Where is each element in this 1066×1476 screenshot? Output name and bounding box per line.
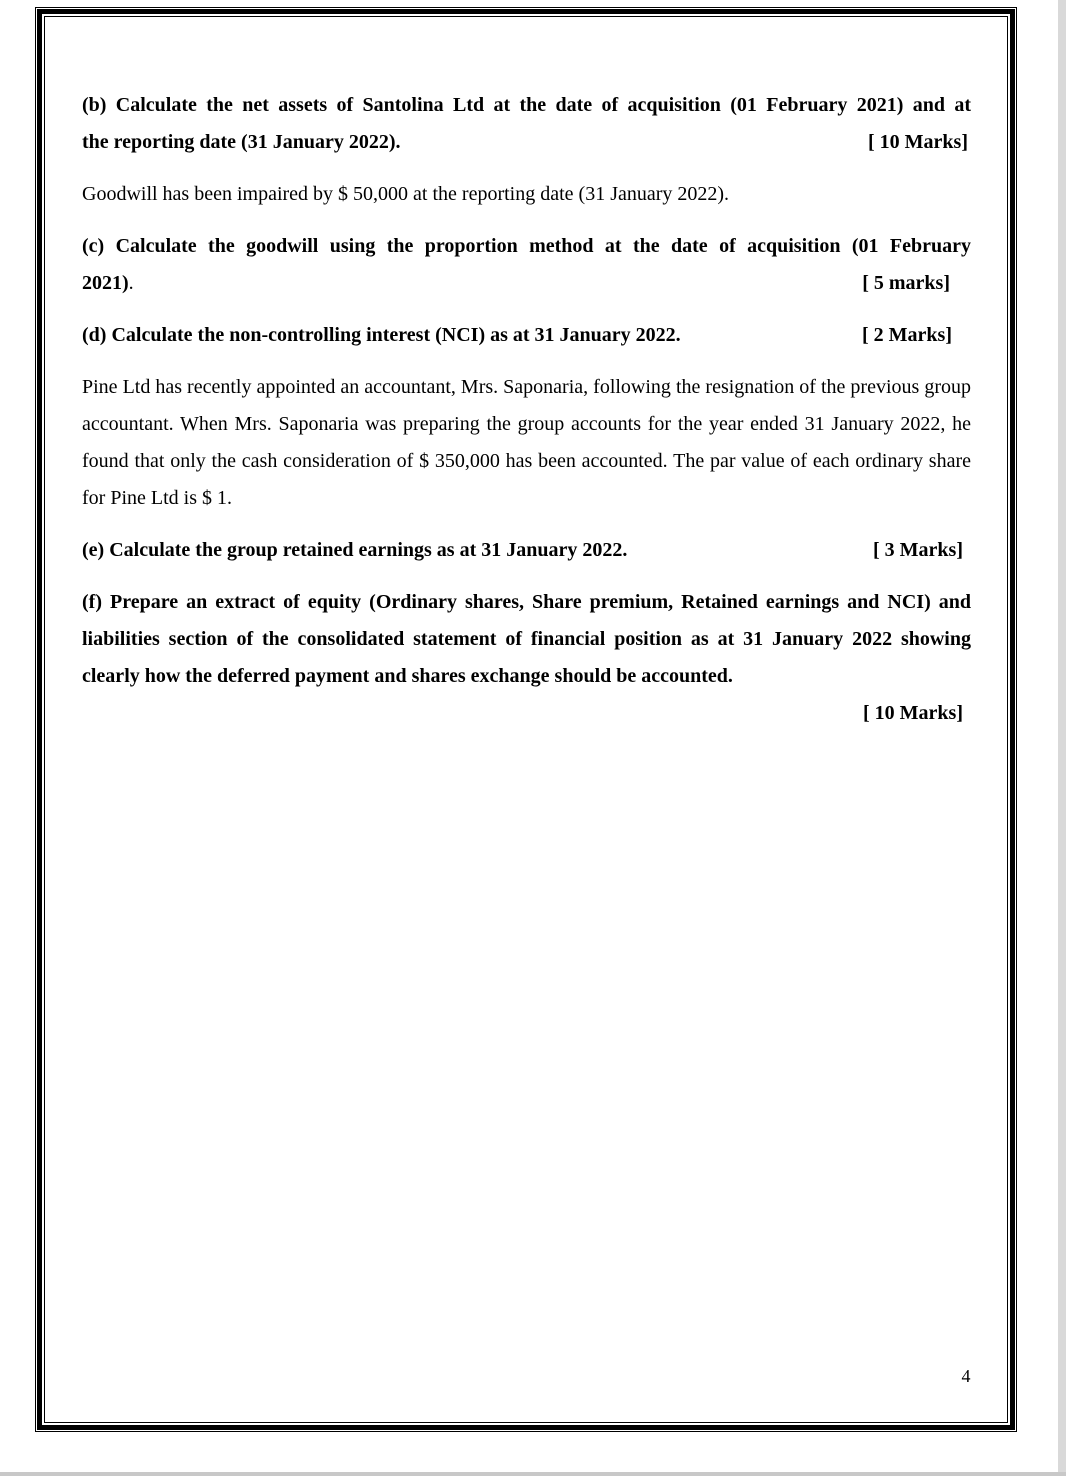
question-b-line2: the reporting date (31 January 2022).	[82, 131, 401, 153]
pine-ltd-paragraph: Pine Ltd has recently appointed an accountant, Mrs. Saponaria, following the resignation of the previous group accountant. When Mrs. Saponaria was preparing the group accounts for the year ended 31 January 2022, he found that only the cash consideration of $ 350,000 has been accounted. The par value of each ordinary share for Pine Ltd is $ 1.	[82, 376, 971, 509]
question-c-line1: (c) Calculate the goodwill using the proportion method at the date of acquisition (01 February	[82, 235, 971, 257]
question-e-text: (e) Calculate the group retained earnings as at 31 January 2022.	[82, 539, 628, 561]
question-e	[82, 532, 971, 569]
question-e-marks: [ 3 Marks]	[873, 539, 963, 561]
question-f-text: (f) Prepare an extract of equity (Ordinary shares, Share premium, Retained earnings and NCI) and liabilities section of the consolidated statement of financial position as at 31 January 2022 showing clearly how the deferred payment and shares exchange should be accounted.	[82, 591, 971, 687]
viewer-gutter-right	[1058, 0, 1066, 1476]
question-b-line2-row	[82, 124, 971, 161]
question-c-marks: [ 5 marks]	[862, 272, 950, 294]
question-c-line2-suffix: .	[128, 272, 134, 294]
goodwill-note: Goodwill has been impaired by $ 50,000 at the reporting date (31 January 2022).	[82, 183, 730, 205]
question-c	[82, 228, 971, 302]
page-content	[82, 87, 971, 732]
question-f	[82, 584, 971, 732]
question-d-text: (d) Calculate the non-controlling interest (NCI) as at 31 January 2022.	[82, 324, 681, 346]
question-d	[82, 317, 971, 354]
question-b	[82, 87, 971, 161]
question-b-marks: [ 10 Marks]	[868, 131, 968, 153]
question-c-line2: 2021)	[82, 272, 129, 294]
viewer-gutter-bottom	[0, 1472, 1066, 1476]
question-d-marks: [ 2 Marks]	[862, 324, 952, 346]
question-c-line2-wrap	[82, 265, 134, 302]
question-f-marks: [ 10 Marks]	[863, 702, 963, 724]
page-number: 4	[961, 1366, 971, 1386]
question-b-line1: (b) Calculate the net assets of Santolina Ltd at the date of acquisition (01 February 2021) and at	[82, 94, 971, 116]
question-c-line2-row	[82, 265, 971, 302]
